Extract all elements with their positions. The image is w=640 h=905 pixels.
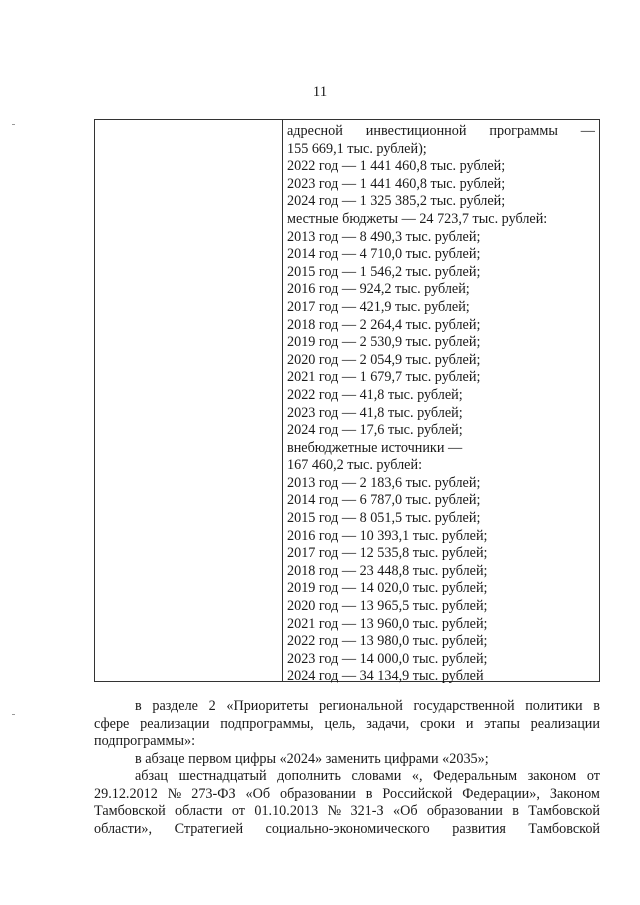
word: социально-экономического bbox=[265, 820, 430, 837]
table-line-word: — bbox=[580, 123, 595, 139]
word: сроки bbox=[420, 715, 456, 732]
word: в bbox=[593, 698, 600, 714]
table-line: 2016 год — 10 393,1 тыс. рублей; bbox=[287, 527, 488, 544]
word: словами bbox=[351, 768, 402, 784]
word: 273-ФЗ bbox=[191, 785, 236, 802]
table-line: 2022 год — 13 980,0 тыс. рублей; bbox=[287, 633, 488, 650]
paragraph bbox=[94, 751, 600, 769]
word: задачи, bbox=[366, 715, 410, 732]
paragraph-line: подпрограммы»: bbox=[94, 733, 196, 749]
table-line: 2022 год — 41,8 тыс. рублей; bbox=[287, 386, 463, 403]
word: 2 bbox=[208, 698, 216, 714]
word: области», bbox=[94, 820, 153, 837]
word: и bbox=[465, 715, 474, 732]
table-line: 2024 год — 34 134,9 тыс. рублей bbox=[287, 668, 484, 685]
word: цель, bbox=[324, 715, 356, 732]
word: в bbox=[365, 785, 373, 802]
scan-margin-mark bbox=[12, 714, 15, 715]
table-line: 2021 год — 13 960,0 тыс. рублей; bbox=[287, 615, 488, 632]
table-line: 2019 год — 2 530,9 тыс. рублей; bbox=[287, 334, 481, 351]
table-line-word: программы bbox=[489, 123, 558, 139]
body-text bbox=[94, 698, 600, 838]
table-line: 2013 год — 8 490,3 тыс. рублей; bbox=[287, 228, 481, 245]
table-line: 2015 год — 1 546,2 тыс. рублей; bbox=[287, 263, 481, 280]
word: региональной bbox=[319, 698, 403, 714]
table-line: 167 460,2 тыс. рублей: bbox=[287, 457, 423, 474]
paragraph bbox=[94, 698, 600, 751]
table-line: 2021 год — 1 679,7 тыс. рублей; bbox=[287, 369, 481, 386]
table-line: 2017 год — 12 535,8 тыс. рублей; bbox=[287, 545, 488, 562]
word: от bbox=[231, 803, 245, 819]
word: «Об bbox=[392, 803, 418, 819]
word: государственной bbox=[413, 698, 515, 714]
funding-table bbox=[94, 119, 600, 685]
word: реализации bbox=[140, 715, 210, 732]
paragraph-line bbox=[94, 821, 600, 839]
table-line: местные бюджеты — 24 723,7 тыс. рублей: bbox=[287, 210, 548, 227]
table-line: 2022 год — 1 441 460,8 тыс. рублей; bbox=[287, 158, 506, 175]
table-line: 2015 год — 8 051,5 тыс. рублей; bbox=[287, 510, 481, 527]
table-line: 2024 год — 1 325 385,2 тыс. рублей; bbox=[287, 193, 506, 210]
table-line: 2023 год — 1 441 460,8 тыс. рублей; bbox=[287, 175, 506, 192]
paragraph bbox=[94, 768, 600, 838]
word: дополнить bbox=[277, 768, 341, 784]
table-line: 2024 год — 17,6 тыс. рублей; bbox=[287, 422, 463, 439]
word: образовании bbox=[279, 785, 356, 802]
table-line-word: адресной bbox=[287, 123, 343, 139]
word: реализации bbox=[530, 715, 600, 732]
table-line: 2018 год — 2 264,4 тыс. рублей; bbox=[287, 316, 481, 333]
table-line-word: инвестиционной bbox=[365, 123, 467, 139]
paragraph-line bbox=[94, 716, 600, 734]
word: подпрограммы, bbox=[220, 715, 314, 732]
table-line: 2017 год — 421,9 тыс. рублей; bbox=[287, 298, 470, 315]
page-number: 11 bbox=[312, 84, 328, 100]
table-line: 2018 год — 23 448,8 тыс. рублей; bbox=[287, 562, 488, 579]
word: «Приоритеты bbox=[226, 698, 309, 714]
paragraph-line: в абзаце первом цифры «2024» заменить цифрами «2035»; bbox=[135, 750, 489, 767]
word: разделе bbox=[152, 698, 198, 714]
paragraph-line bbox=[94, 786, 600, 804]
word: Тамбовской bbox=[94, 803, 166, 819]
table-line: 2023 год — 14 000,0 тыс. рублей; bbox=[287, 650, 488, 667]
word: 29.12.2012 bbox=[94, 785, 158, 802]
table-line: 2020 год — 13 965,5 тыс. рублей; bbox=[287, 598, 488, 615]
word: этапы bbox=[484, 715, 520, 732]
word: «, bbox=[411, 768, 423, 784]
table-line bbox=[287, 123, 595, 141]
table-line: 2014 год — 4 710,0 тыс. рублей; bbox=[287, 246, 481, 263]
word: Тамбовской bbox=[528, 803, 600, 819]
scan-margin-mark bbox=[12, 124, 15, 125]
word: 321-З bbox=[350, 803, 384, 819]
table-line: 2020 год — 2 054,9 тыс. рублей; bbox=[287, 351, 481, 368]
paragraph-line bbox=[94, 698, 600, 716]
word: в bbox=[512, 803, 519, 819]
paragraph-line bbox=[94, 768, 600, 786]
table-column-divider bbox=[282, 120, 283, 681]
table-line: 155 669,1 тыс. рублей); bbox=[287, 140, 427, 157]
word: 01.10.2013 bbox=[254, 803, 319, 819]
paragraph-line bbox=[94, 803, 600, 821]
table-line: 2019 год — 14 020,0 тыс. рублей; bbox=[287, 580, 488, 597]
word: «Об bbox=[245, 785, 271, 802]
word: Законом bbox=[549, 785, 600, 802]
word: развития bbox=[452, 820, 506, 837]
word: Федерации», bbox=[462, 785, 540, 802]
word: шестнадцатый bbox=[178, 768, 267, 784]
table-line: 2014 год — 6 787,0 тыс. рублей; bbox=[287, 492, 481, 509]
word: абзац bbox=[135, 768, 169, 784]
table-line: 2016 год — 924,2 тыс. рублей; bbox=[287, 281, 470, 298]
table-line: 2023 год — 41,8 тыс. рублей; bbox=[287, 404, 463, 421]
word: области bbox=[175, 803, 223, 819]
word: в bbox=[135, 698, 142, 714]
word: Стратегией bbox=[174, 820, 244, 837]
word: образовании bbox=[426, 803, 503, 819]
table-line: 2013 год — 2 183,6 тыс. рублей; bbox=[287, 474, 481, 491]
word: № bbox=[327, 803, 342, 819]
word: от bbox=[586, 768, 600, 784]
word: Федеральным bbox=[433, 768, 518, 784]
table-line: внебюджетные источники — bbox=[287, 439, 463, 456]
word: сфере bbox=[94, 715, 130, 732]
word: политики bbox=[525, 698, 583, 714]
word: Тамбовской bbox=[528, 820, 600, 837]
word: № bbox=[167, 785, 182, 802]
table-right-cell bbox=[287, 123, 595, 686]
word: законом bbox=[527, 768, 577, 784]
word: Российской bbox=[382, 785, 453, 802]
